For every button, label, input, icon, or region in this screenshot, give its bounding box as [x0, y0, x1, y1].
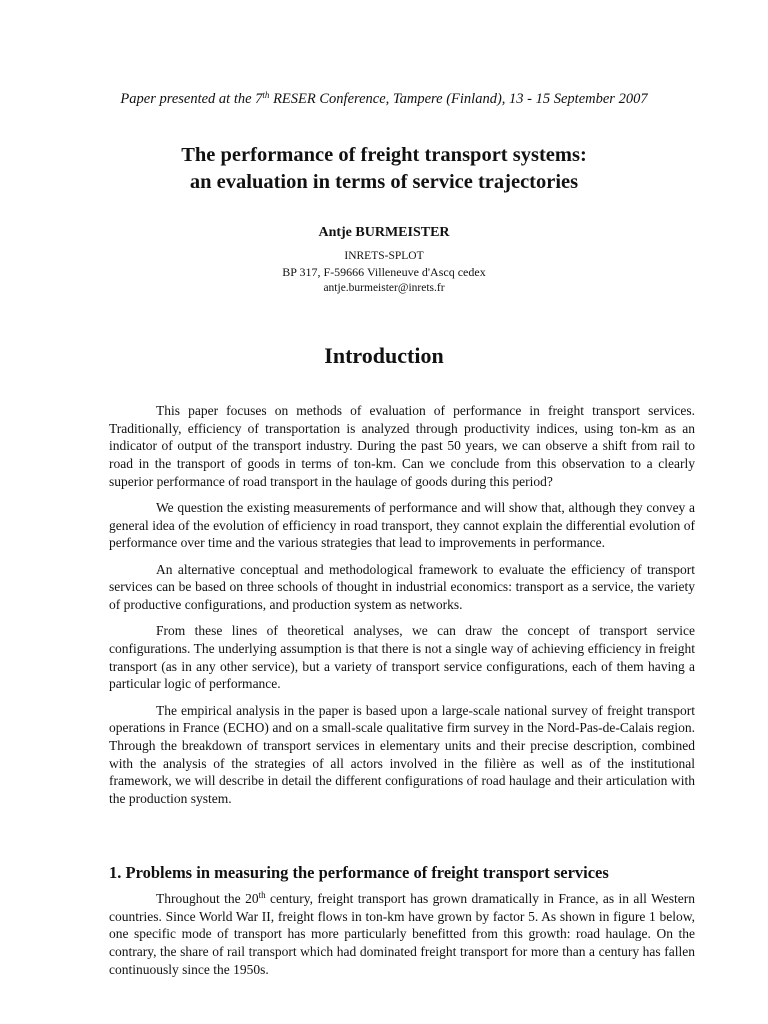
paper-title [60, 142, 708, 196]
introduction-paragraph: An alternative conceptual and methodological framework to evaluate the efficiency of transport services can be based on three schools of thought in industrial economics: transport as a service, the variety of productive configurations, and production system as networks. [109, 561, 695, 613]
author-email: antje.burmeister@inrets.fr [323, 282, 445, 294]
conference-note-post: RESER Conference, Tampere (Finland), 13 - 15 September 2007 [269, 91, 648, 107]
section-1-text-pre: Throughout the 20 [156, 891, 259, 906]
author-name: Antje BURMEISTER [318, 225, 450, 240]
introduction-paragraph: This paper focuses on methods of evaluation of performance in freight transport services. Traditionally, efficiency of transportation is analyzed through productivity indices, using ton-km as an indicator of output of the transport industry. During the past 50 years, we can observe a shift from rail to road in the transport of goods in terms of ton-km. Can we conclude from this observation to a clearly superior performance of road transport in the haulage of goods during this period? [109, 403, 695, 489]
introduction-paragraph: We question the existing measurements of performance and will show that, although they convey a general idea of the evolution of efficiency in road transport, they cannot explain the differential evolution of performance over time and the various strategies that lead to improvements in performance. [109, 500, 695, 551]
conference-note-pre: Paper presented at the 7 [120, 91, 263, 107]
introduction-paragraph: From these lines of theoretical analyses, we can draw the concept of transport service configurations. The underlying assumption is that there is not a single way of achieving efficiency in freight transport (as in any other service), but a variety of transport service configurations, each of them having a particular logic of performance. [109, 623, 695, 692]
paper-title-line-1: The performance of freight transport systems: [181, 144, 587, 166]
paper-title-line-2: an evaluation in terms of service trajectories [189, 171, 579, 193]
conference-note [0, 89, 768, 109]
introduction-paragraph: The empirical analysis in the paper is based upon a large-scale national survey of freight transport operations in France (ECHO) and on a small-scale qualitative firm survey in the Nord-Pas-de-Calais region. Through the breakdown of transport services in elementary units and their precise description, combined with the analysis of the strategies of all actors involved in the filière as well as of the institutional framework, we will describe in detail the different configurations of road haulage and their articulation with the production system. [109, 702, 695, 807]
section-1-heading: 1. Problems in measuring the performance of freight transport services [109, 863, 609, 882]
author-institution: INRETS-SPLOT [344, 250, 424, 262]
author-address: BP 317, F-59666 Villeneuve d'Ascq cedex [282, 265, 486, 279]
section-1-superscript: th [258, 890, 266, 900]
conference-note-superscript: th [262, 90, 270, 100]
section-1-body [109, 890, 695, 987]
section-1-paragraph [109, 890, 695, 979]
author-affiliation [0, 248, 768, 296]
section-1-text-post: century, freight transport has grown dramatically in France, as in all Western countries. Since World War II, freight flows in ton-km have grown by factor 5. As shown in figure 1 below, one specific mode of transport has more particularly benefitted from this growth: road haulage. On the contrary, the share of rail transport which had dominated freight transport for more than a century has fallen continuously since the 1950s. [109, 891, 695, 977]
introduction-heading: Introduction [324, 343, 444, 368]
introduction-body [109, 402, 695, 816]
